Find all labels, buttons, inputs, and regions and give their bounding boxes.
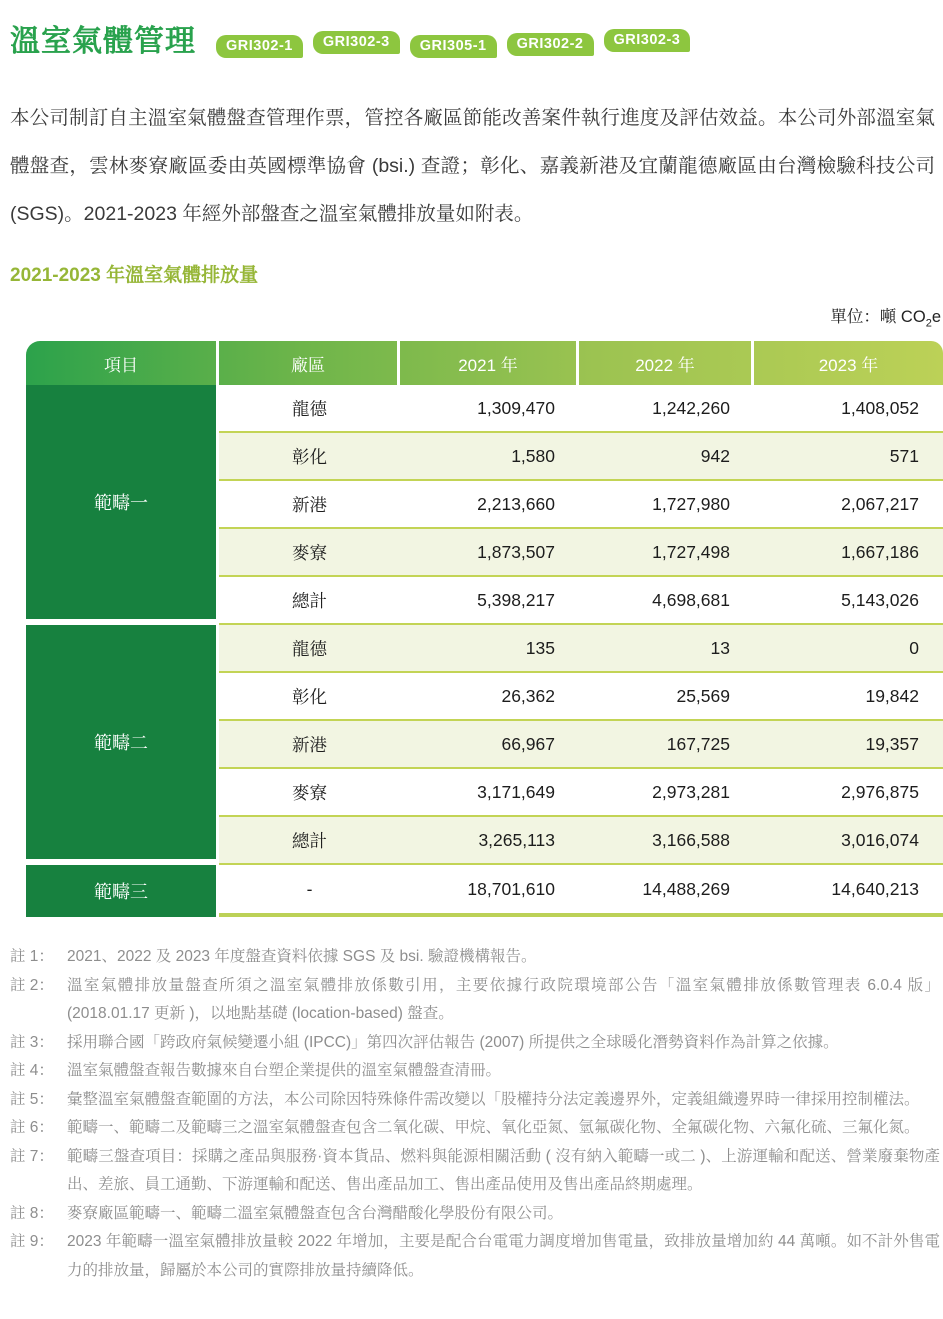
footnote-text: 範疇三盤查項目：採購之產品與服務·資本貨品、燃料與能源相關活動 ( 沒有納入範疇一或二 )、上游運輸和配送、營業廢棄物產出、差旅、員工通勤、下游運輸和配送、售出產品加工、售出產品使用及售出產品終期處理。: [67, 1147, 940, 1194]
value-cell: 2,067,217: [841, 493, 919, 514]
emissions-table: [26, 341, 943, 917]
footnote-text: 彙整溫室氣體盤查範圍的方法，本公司除因特殊條件需改變以「股權持分法定義邊界外，定義組織邊界時一律採用控制權法。: [67, 1090, 920, 1108]
value-cell: 3,171,649: [477, 781, 555, 802]
footnote: [10, 1029, 940, 1058]
value-cell: 14,640,213: [831, 878, 919, 899]
title-row: [10, 16, 943, 60]
gri-badge: GRI305-1: [410, 35, 497, 59]
header-2021: 2021 年: [400, 341, 579, 385]
footnote-text: 採用聯合國「跨政府氣候變遷小組 (IPCC)」第四次評估報告 (2007) 所提供之全球暖化潛勢資料作為計算之依據。: [67, 1033, 839, 1051]
footnote: [10, 1086, 940, 1115]
site-cell: 總計: [292, 830, 327, 851]
table-header-row: [26, 341, 943, 385]
footnote-text: 麥寮廠區範疇一、範疇二溫室氣體盤查包含台灣醋酸化學股份有限公司。: [67, 1204, 564, 1222]
footnote-label: 註 3：: [10, 1033, 54, 1051]
value-cell: 5,143,026: [841, 589, 919, 610]
value-cell: 4,698,681: [652, 589, 730, 610]
footnote: [10, 1143, 940, 1200]
value-cell: 135: [525, 637, 555, 658]
intro-paragraph: 本公司制訂自主溫室氣體盤查管理作票，管控各廠區節能改善案件執行進度及評估效益。本公司外部溫室氣體盤查，雲林麥寮廠區委由英國標準協會 (bsi.) 查證；彰化、嘉義新港及宜蘭龍德廠區由台灣檢驗科技公司 (SGS)。2021-2023 年經外部盤查之溫室氣體排放量如附表。: [10, 107, 935, 225]
footnote-label: 註 5：: [10, 1090, 54, 1108]
unit-suffix: e: [931, 308, 941, 326]
value-cell: 3,265,113: [478, 829, 555, 850]
table-row: [219, 817, 943, 865]
value-cell: 5,398,217: [477, 589, 555, 610]
footnote-text: 範疇一、範疇二及範疇三之溫室氣體盤查包含二氧化碳、甲烷、氧化亞氮、氫氟碳化物、全氟碳化物、六氟化硫、三氟化氮。: [67, 1119, 920, 1137]
site-cell: 龍德: [292, 638, 327, 659]
value-cell: 571: [889, 445, 919, 466]
value-cell: 1,408,052: [841, 397, 919, 418]
value-cell: 2,213,660: [477, 493, 555, 514]
gri-badges: [216, 31, 690, 59]
footnote-text: 2023 年範疇一溫室氣體排放量較 2022 年增加，主要是配合台電電力調度增加售電量，致排放量增加約 44 萬噸。如不計外售電力的排放量，歸屬於本公司的實際排放量持續降低。: [67, 1233, 940, 1279]
value-cell: 3,166,588: [652, 829, 730, 850]
unit-label: [10, 303, 941, 329]
value-cell: 2,973,281: [652, 781, 730, 802]
page-title: 溫室氣體管理: [10, 25, 196, 58]
value-cell: 1,242,260: [652, 397, 730, 418]
site-cell: 彰化: [292, 446, 327, 467]
site-cell: 麥寮: [292, 542, 327, 563]
footnote-text: 溫室氣體排放量盤查所須之溫室氣體排放係數引用，主要依據行政院環境部公告「溫室氣體排放係數管理表 6.0.4 版」(2018.01.17 更新 )，以地點基礎 (location-based) 盤查。: [67, 976, 940, 1023]
value-cell: 942: [700, 445, 730, 466]
scope1-cell: 範疇一: [26, 385, 219, 625]
value-cell: 1,727,980: [652, 493, 730, 514]
footnote-label: 註 1：: [10, 948, 54, 966]
value-cell: 66,967: [501, 733, 555, 754]
header-2022: 2022 年: [579, 341, 754, 385]
site-cell: 彰化: [292, 686, 327, 707]
footnote: [10, 1228, 940, 1285]
value-cell: 25,569: [676, 685, 730, 706]
value-cell: 1,580: [511, 445, 555, 466]
unit-prefix: 單位：噸 CO: [830, 308, 926, 326]
value-cell: 3,016,074: [841, 829, 919, 850]
site-cell: 新港: [292, 734, 327, 755]
table-row: [219, 625, 943, 673]
gri-badge: GRI302-1: [216, 35, 303, 59]
value-cell: 2,976,875: [841, 781, 919, 802]
footnote-label: 註 8：: [10, 1204, 54, 1222]
footnotes: [10, 943, 940, 1285]
table-row: [219, 721, 943, 769]
footnote-label: 註 6：: [10, 1119, 54, 1137]
table-row: [219, 865, 943, 917]
footnote-text: 溫室氣體盤查報告數據來自台塑企業提供的溫室氣體盤查清冊。: [67, 1062, 502, 1080]
gri-badge: GRI302-3: [313, 31, 400, 55]
table-body: [26, 385, 943, 917]
footnote: [10, 1200, 940, 1229]
section-title: 2021-2023 年溫室氣體排放量: [10, 265, 259, 286]
site-cell: 麥寮: [292, 782, 327, 803]
header-site: 廠區: [219, 341, 400, 385]
scope1-group: [26, 385, 943, 625]
table-row: [219, 481, 943, 529]
table-row: [219, 529, 943, 577]
value-cell: 1,309,470: [477, 397, 555, 418]
table-row: [219, 385, 943, 433]
footnote-text: 2021、2022 及 2023 年度盤查資料依據 SGS 及 bsi. 驗證機構報告。: [67, 948, 537, 966]
value-cell: 19,357: [865, 733, 919, 754]
value-cell: 26,362: [501, 685, 555, 706]
value-cell: 1,667,186: [841, 541, 919, 562]
footnote-label: 註 4：: [10, 1062, 54, 1080]
footnote: [10, 1114, 940, 1143]
table-row: [219, 577, 943, 625]
value-cell: 19,842: [865, 685, 919, 706]
table-row: [219, 673, 943, 721]
site-cell: -: [306, 878, 313, 899]
value-cell: 13: [710, 637, 730, 658]
site-cell: 總計: [292, 590, 327, 611]
gri-badge: GRI302-2: [507, 33, 594, 57]
table-row: [219, 433, 943, 481]
footnote: [10, 972, 940, 1029]
value-cell: 0: [909, 637, 919, 658]
value-cell: 1,727,498: [652, 541, 730, 562]
scope3-group: [26, 865, 943, 917]
scope2-cell: 範疇二: [26, 625, 219, 865]
header-2023: 2023 年: [818, 355, 879, 375]
value-cell: 14,488,269: [642, 878, 730, 899]
site-cell: 新港: [292, 494, 327, 515]
site-cell: 龍德: [292, 398, 327, 419]
scope3-cell: 範疇三: [26, 865, 219, 917]
table-row: [219, 769, 943, 817]
footnote: [10, 1057, 940, 1086]
footnote-label: 註 7：: [10, 1147, 54, 1165]
value-cell: 1,873,507: [477, 541, 555, 562]
footnote-label: 註 2：: [10, 976, 54, 994]
scope2-group: [26, 625, 943, 865]
unit-subscript: 2: [925, 317, 932, 330]
value-cell: 167,725: [666, 733, 730, 754]
value-cell: 18,701,610: [467, 878, 555, 899]
footnote: [10, 943, 940, 972]
header-item: 項目: [26, 341, 219, 385]
gri-badge: GRI302-3: [604, 29, 691, 53]
footnote-label: 註 9：: [10, 1233, 54, 1251]
